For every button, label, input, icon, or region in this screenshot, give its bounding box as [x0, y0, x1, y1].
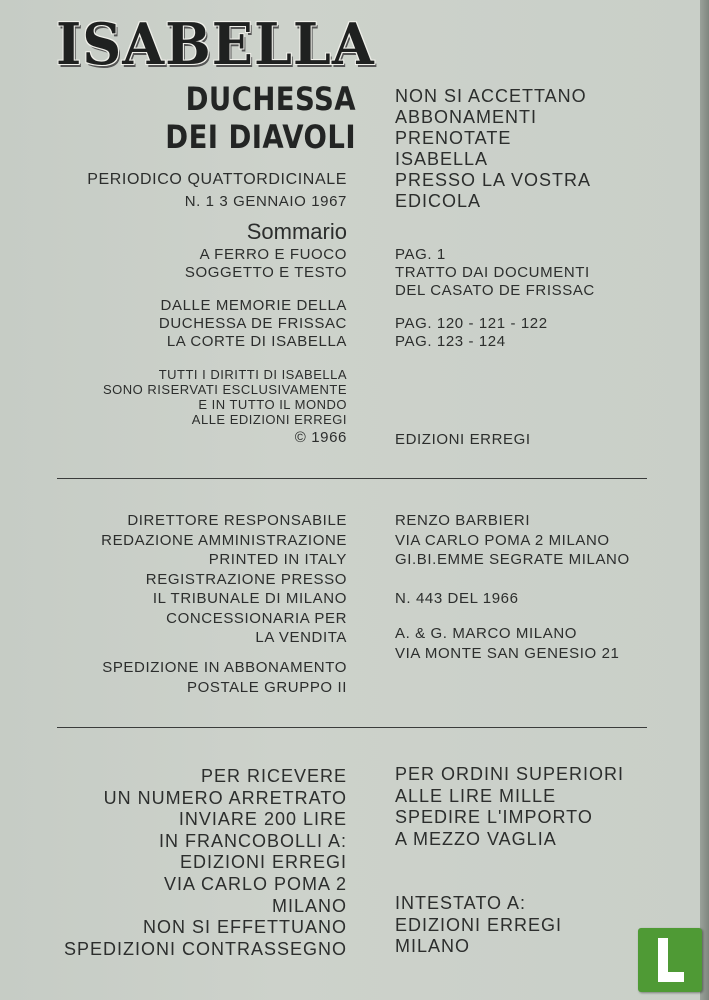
sommario-page: PAG. 1: [395, 246, 446, 263]
rights-line: E IN TUTTO IL MONDO: [198, 397, 347, 412]
rights-line: ALLE EDIZIONI ERREGI: [191, 412, 347, 427]
publisher-name: EDIZIONI ERREGI: [395, 431, 531, 448]
sommario-right-group1: [395, 246, 595, 300]
payee-details: [395, 893, 562, 958]
page-edge: [700, 0, 709, 1000]
sommario-entry: A FERRO E FUOCO: [199, 246, 347, 263]
credit-label: REDAZIONE AMMINISTRAZIONE: [101, 531, 347, 549]
credit-value: A. & G. MARCO MILANO: [395, 625, 578, 642]
sommario-entry: DALLE MEMORIE DELLA: [160, 297, 347, 314]
sommario-page: PAG. 120 - 121 - 122: [395, 315, 548, 332]
order-line: ALLE LIRE MILLE: [395, 785, 557, 806]
credit-label: PRINTED IN ITALY: [208, 551, 347, 568]
credit-value: VIA CARLO POMA 2 MILANO: [395, 531, 610, 549]
credit-label: DIRETTORE RESPONSABILE: [127, 512, 347, 529]
credit-label: LA VENDITA: [255, 629, 347, 646]
credit-label: IL TRIBUNALE DI MILANO: [152, 590, 347, 607]
payee-line: INTESTATO A:: [395, 893, 527, 913]
notice-line: EDICOLA: [395, 191, 482, 211]
sommario-left-group1: [185, 246, 347, 282]
sommario-page: TRATTO DAI DOCUMENTI: [395, 264, 590, 281]
issue-number: N. 1 3 GENNAIO 1967: [184, 193, 347, 210]
back-issue-line: VIA CARLO POMA 2: [163, 873, 347, 894]
sommario-right-group2: [395, 315, 548, 351]
back-issue-line: UN NUMERO ARRETRATO: [103, 787, 347, 808]
sommario-entry: LA CORTE DI ISABELLA: [166, 333, 347, 350]
copyright: © 1966: [294, 429, 347, 446]
notice-line: NON SI ACCETTANO: [395, 86, 587, 106]
shipping-labels: [102, 658, 347, 697]
divider: [57, 727, 647, 728]
credits-values: [395, 511, 630, 570]
credit-value: VIA MONTE SAN GENESIO 21: [395, 644, 620, 662]
sommario-page: DEL CASATO DE FRISSAC: [395, 282, 595, 299]
back-issues-instructions: [64, 766, 347, 960]
divider: [57, 478, 647, 479]
back-issue-line: MILANO: [271, 895, 347, 916]
credits-labels: [101, 511, 347, 648]
credit-label: CONCESSIONARIA PER: [166, 609, 347, 627]
notice-line: PRESSO LA VOSTRA: [395, 170, 592, 190]
sommario-entry: SOGGETTO E TESTO: [184, 264, 347, 281]
sommario-heading: Sommario: [246, 219, 347, 244]
back-issue-line: INVIARE 200 LIRE: [178, 809, 347, 830]
masthead-title: ISABELLA: [56, 10, 375, 78]
order-line: SPEDIRE L'IMPORTO: [395, 807, 593, 828]
back-issue-line: EDIZIONI ERREGI: [179, 852, 347, 873]
credit-label: POSTALE GRUPPO II: [187, 678, 347, 696]
order-line: A MEZZO VAGLIA: [395, 828, 557, 849]
rights-line: SONO RISERVATI ESCLUSIVAMENTE: [103, 382, 347, 397]
back-issue-line: NON SI EFFETTUANO: [142, 917, 347, 938]
l-glyph-icon: [638, 928, 702, 992]
order-line: PER ORDINI SUPERIORI: [395, 764, 625, 784]
credit-value: RENZO BARBIERI: [395, 512, 531, 529]
masthead-subtitle-line2: DEI DIAVOLI: [165, 118, 356, 156]
credit-label: SPEDIZIONE IN ABBONAMENTO: [102, 659, 347, 676]
back-issue-line: IN FRANCOBOLLI A:: [158, 830, 347, 851]
back-issue-line: SPEDIZIONI CONTRASSEGNO: [63, 938, 347, 959]
payee-line: MILANO: [395, 936, 471, 957]
masthead-subtitle-line1: DUCHESSA: [185, 80, 356, 118]
sommario-page: PAG. 123 - 124: [395, 333, 506, 350]
large-orders-instructions: [395, 764, 624, 850]
credit-value: GI.BI.EMME SEGRATE MILANO: [395, 551, 630, 568]
rights-notice: [103, 367, 347, 427]
notice-line: PRENOTATE: [395, 128, 512, 148]
distributor: [395, 624, 619, 663]
back-issue-line: PER RICEVERE: [200, 766, 347, 786]
notice-line: ABBONAMENTI: [395, 107, 538, 127]
rights-line: TUTTI I DIRITTI DI ISABELLA: [158, 367, 347, 382]
registration-number: N. 443 DEL 1966: [395, 590, 519, 607]
lastdodo-l-logo-icon: [638, 928, 702, 992]
sommario-entry: DUCHESSA DE FRISSAC: [158, 315, 347, 332]
subscription-notice: [395, 86, 591, 212]
periodicity: PERIODICO QUATTORDICINALE: [87, 171, 347, 188]
notice-line: ISABELLA: [395, 149, 489, 169]
payee-line: EDIZIONI ERREGI: [395, 914, 563, 935]
credit-label: REGISTRAZIONE PRESSO: [145, 570, 347, 588]
sommario-left-group2: [159, 297, 347, 351]
